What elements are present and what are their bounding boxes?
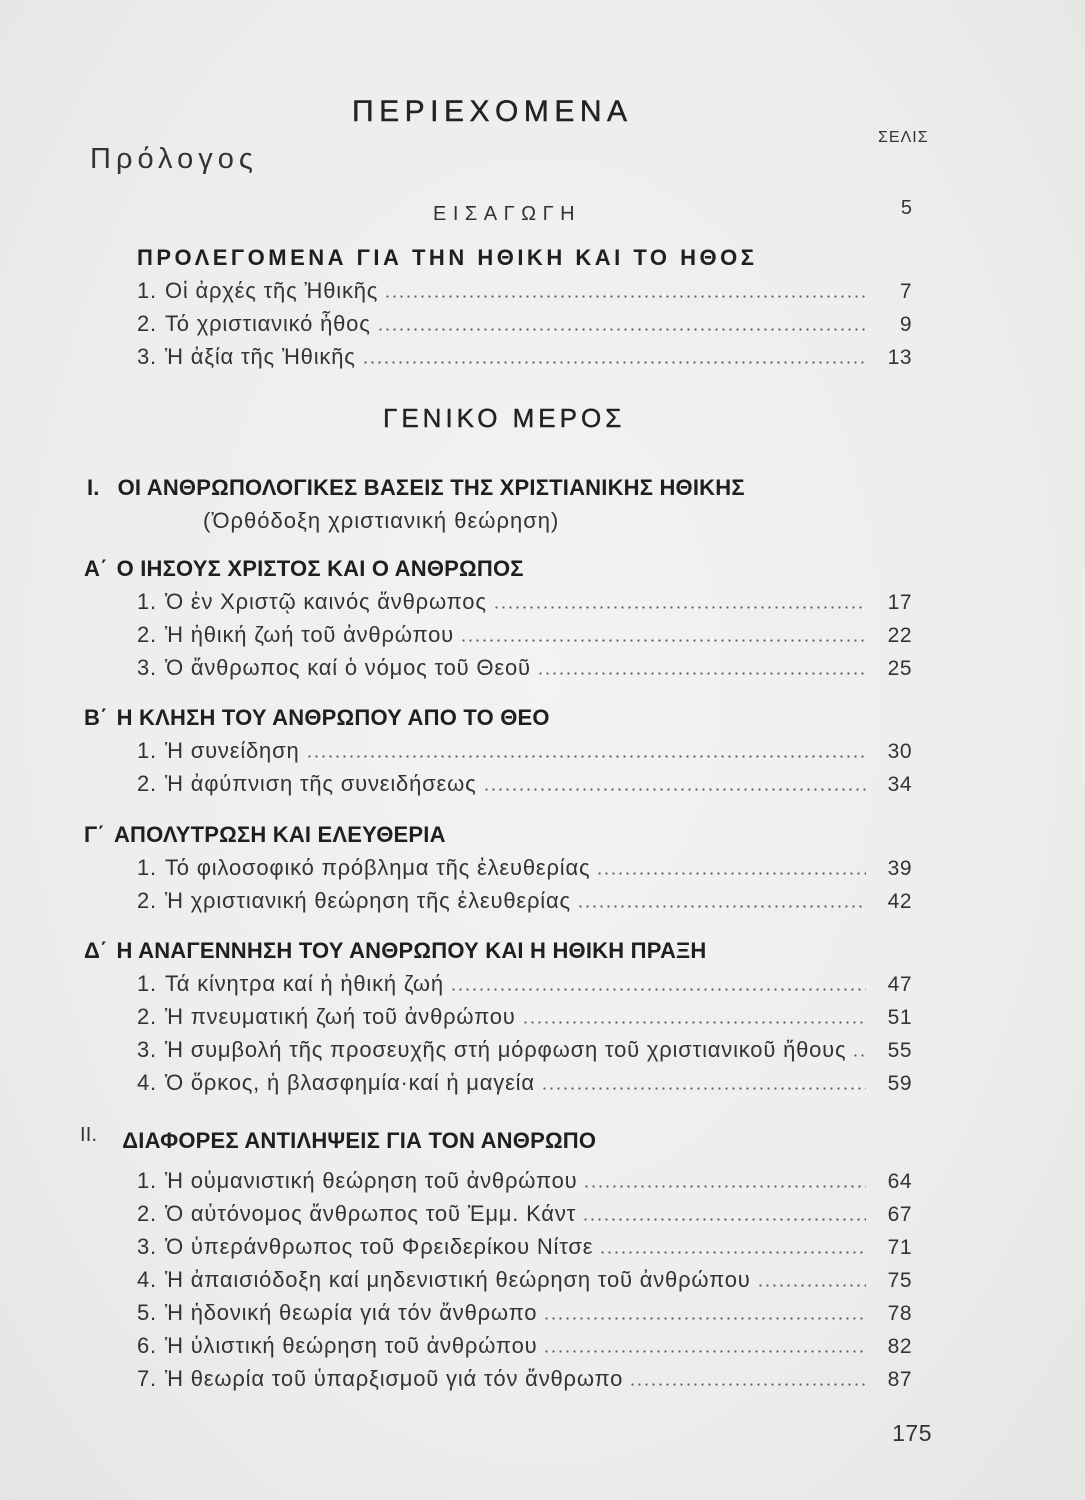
entry-page-number: 87 — [887, 1368, 912, 1391]
dot-leader — [759, 1284, 866, 1287]
chapter-label: Γ΄ — [84, 822, 105, 847]
dot-leader — [543, 1087, 866, 1090]
entry-title: Ὁ ἄνθρωπος καί ὁ νόμος τοῦ Θεοῦ — [164, 655, 531, 680]
dot-leader — [386, 295, 866, 298]
entry-number: 4. — [137, 1267, 157, 1292]
dot-leader — [485, 788, 866, 791]
dot-leader — [495, 606, 866, 609]
entry-title: Ὁ αὐτόνομος ἄνθρωπος τοῦ Ἐμμ. Κάντ — [164, 1201, 577, 1226]
entry-title: Ὁ ὑπεράνθρωπος τοῦ Φρειδερίκου Νίτσε — [164, 1234, 594, 1259]
dot-leader — [379, 328, 866, 331]
section-heading: ΠΡΟΛΕΓΟΜΕΝΑ ΓΙΑ ΤΗΝ ΗΘΙΚΗ ΚΑΙ ΤΟ ΗΘΟΣ — [137, 245, 758, 270]
prologue-heading: Πρόλογος — [90, 143, 258, 175]
dot-leader — [308, 755, 866, 758]
entry-number: 1. — [137, 278, 157, 303]
toc-entry — [137, 1362, 912, 1395]
part-two-section — [0, 1124, 1085, 1395]
entry-title: Ἡ ἡδονική θεωρία γιά τόν ἄνθρωπο — [164, 1300, 538, 1325]
entry-title: Ἡ ἀφύπνιση τῆς συνειδήσεως — [164, 771, 477, 796]
entry-number: 3. — [137, 344, 157, 369]
part-number: II. — [80, 1124, 98, 1146]
chapter-heading-text: Η ΑΝΑΓΕΝΝΗΣΗ ΤΟΥ ΑΝΘΡΩΠΟΥ ΚΑΙ Η ΗΘΙΚΗ ΠΡΑΞΗ — [116, 938, 707, 963]
toc-entry — [137, 967, 912, 1000]
entry-page-number: 34 — [887, 773, 912, 796]
entry-title: Ἡ ἀξία τῆς Ἠθικῆς — [164, 344, 356, 369]
entry-page-number: 78 — [887, 1302, 912, 1325]
entry-list — [0, 274, 1085, 373]
entry-number: 1. — [137, 1168, 157, 1193]
entry-list — [0, 734, 1085, 800]
dot-leader — [631, 1383, 866, 1386]
entry-title: Ὁ ἐν Χριστῷ καινός ἄνθρωπος — [164, 589, 487, 614]
chapter-section — [0, 552, 1085, 684]
entry-page-number: 59 — [887, 1072, 912, 1095]
entry-page-number: 7 — [899, 280, 912, 303]
entry-title: Τό χριστιανικό ἦθος — [164, 311, 371, 336]
chapter-heading-text: ΑΠΟΛΥΤΡΩΣΗ ΚΑΙ ΕΛΕΥΘΕΡΙΑ — [113, 822, 446, 847]
entry-number: 2. — [137, 311, 157, 336]
toc-entry — [137, 585, 912, 618]
dot-leader — [584, 1218, 866, 1221]
entry-title: Ὁ ὅρκος, ἡ βλασφημία·καί ἡ μαγεία — [164, 1070, 535, 1095]
dot-leader — [579, 905, 866, 908]
entry-title: Οἱ ἀρχές τῆς Ἠθικῆς — [164, 278, 379, 303]
toc-entry — [137, 851, 912, 884]
dot-leader — [598, 872, 866, 875]
part-heading-text: ΟΙ ΑΝΘΡΩΠΟΛΟΓΙΚΕΣ ΒΑΣΕΙΣ ΤΗΣ ΧΡΙΣΤΙΑΝΙΚΗΣ ΗΘΙΚΗΣ — [117, 475, 745, 500]
entry-number: 2. — [137, 1004, 157, 1029]
dot-leader — [545, 1350, 866, 1353]
entry-number: 3. — [137, 655, 157, 680]
entry-number: 1. — [137, 589, 157, 614]
introduction-section — [0, 241, 1085, 373]
toc-entry — [137, 1164, 912, 1197]
dot-leader — [539, 672, 866, 675]
entry-title: Ἡ ἠθική ζωή τοῦ ἀνθρώπου — [164, 622, 454, 647]
entry-number: 6. — [137, 1333, 157, 1358]
part-heading — [0, 471, 1085, 504]
entry-page-number: 25 — [887, 657, 912, 680]
entry-number: 1. — [137, 971, 157, 996]
chapter-label: Β΄ — [84, 705, 108, 730]
entry-number: 2. — [137, 888, 157, 913]
entry-page-number: 39 — [887, 857, 912, 880]
entry-number: 4. — [137, 1070, 157, 1095]
chapter-section — [0, 934, 1085, 1099]
entry-number: 2. — [137, 1201, 157, 1226]
part-heading — [0, 1124, 1085, 1157]
chapter-heading-text: Η ΚΛΗΣΗ ΤΟΥ ΑΝΘΡΩΠΟΥ ΑΠΟ ΤΟ ΘΕΟ — [116, 705, 550, 730]
dot-leader — [601, 1251, 866, 1254]
toc-entry — [137, 618, 912, 651]
toc-entry — [137, 1197, 912, 1230]
chapter-heading — [0, 701, 1085, 734]
entry-page-number: 47 — [887, 973, 912, 996]
part-subtitle: (Ὀρθόδοξη χριστιανική θεώρηση) — [203, 508, 560, 533]
toc-entry — [137, 1329, 912, 1362]
entry-list — [0, 1164, 1085, 1395]
entry-page-number: 64 — [887, 1170, 912, 1193]
toc-entry — [137, 1000, 912, 1033]
toc-entry — [137, 274, 912, 307]
entry-title: Ἡ συμβολή τῆς προσευχῆς στή μόρφωση τοῦ χριστιανικοῦ ἤθους — [164, 1037, 847, 1062]
entry-number: 7. — [137, 1366, 157, 1391]
toc-entry — [137, 1263, 912, 1296]
toc-entry — [137, 767, 912, 800]
entry-page-number: 71 — [887, 1236, 912, 1259]
chapter-section — [0, 701, 1085, 800]
entry-title: Ἡ πνευματική ζωή τοῦ ἀνθρώπου — [164, 1004, 516, 1029]
introduction-title: ΕΙΣΑΓΩΓΗ — [433, 203, 582, 225]
entry-title: Τό φιλοσοφικό πρόβλημα τῆς ἐλευθερίας — [164, 855, 591, 880]
entry-page-number: 13 — [887, 346, 912, 369]
entry-title: Ἡ χριστιανική θεώρηση τῆς ἐλευθερίας — [164, 888, 571, 913]
entry-number: 5. — [137, 1300, 157, 1325]
dot-leader — [364, 361, 866, 364]
toc-entry — [137, 1066, 912, 1099]
page-column-label: ΣΕΛΙΣ — [878, 129, 929, 146]
dot-leader — [462, 639, 866, 642]
entry-page-number: 42 — [887, 890, 912, 913]
toc-entry — [137, 1033, 912, 1066]
entry-page-number: 17 — [887, 591, 912, 614]
entry-page-number: 51 — [887, 1006, 912, 1029]
entry-page-number: 9 — [899, 313, 912, 336]
entry-page-number: 67 — [887, 1203, 912, 1226]
dot-leader — [452, 988, 866, 991]
part-number: I. — [87, 475, 100, 500]
dot-leader — [854, 1054, 866, 1057]
entry-list — [0, 967, 1085, 1099]
entry-list — [0, 585, 1085, 684]
chapter-heading — [0, 552, 1085, 585]
dot-leader — [524, 1021, 866, 1024]
toc-entry — [137, 340, 912, 373]
entry-number: 1. — [137, 738, 157, 763]
chapter-label: Α΄ — [84, 556, 108, 581]
entry-title: Ἡ οὑμανιστική θεώρηση τοῦ ἀνθρώπου — [164, 1168, 578, 1193]
entry-page-number: 82 — [887, 1335, 912, 1358]
entry-number: 3. — [137, 1234, 157, 1259]
entry-page-number: 30 — [887, 740, 912, 763]
page-title: ΠΕΡΙΕΧΟΜΕΝΑ — [352, 95, 633, 128]
toc-entry — [137, 884, 912, 917]
introduction-page-number: 5 — [900, 197, 912, 219]
chapter-heading — [0, 934, 1085, 967]
entry-number: 3. — [137, 1037, 157, 1062]
entry-page-number: 55 — [887, 1039, 912, 1062]
entry-list — [0, 851, 1085, 917]
entry-title: Ἡ θεωρία τοῦ ὑπαρξισμοῦ γιά τόν ἄνθρωπο — [164, 1366, 624, 1391]
chapter-heading — [0, 818, 1085, 851]
toc-entry — [137, 1230, 912, 1263]
entry-title: Ἡ συνείδηση — [164, 738, 300, 763]
entry-title: Ἡ ἀπαισιόδοξη καί μηδενιστική θεώρηση τοῦ ἀνθρώπου — [164, 1267, 751, 1292]
toc-entry — [137, 651, 912, 684]
page-number: 175 — [892, 1420, 932, 1446]
entry-number: 1. — [137, 855, 157, 880]
dot-leader — [585, 1185, 866, 1188]
entry-title: Τά κίνητρα καί ἡ ἠθική ζωή — [164, 971, 444, 996]
dot-leader — [545, 1317, 866, 1320]
part-heading-text: ΔΙΑΦΟΡΕΣ ΑΝΤΙΛΗΨΕΙΣ ΓΙΑ ΤΟΝ ΑΝΘΡΩΠΟ — [122, 1128, 597, 1153]
chapter-heading-text: Ο ΙΗΣΟΥΣ ΧΡΙΣΤΟΣ ΚΑΙ Ο ΑΝΘΡΩΠΟΣ — [116, 556, 524, 581]
general-part-title: ΓΕΝΙΚΟ ΜΕΡΟΣ — [383, 403, 626, 433]
entry-page-number: 22 — [887, 624, 912, 647]
toc-entry — [137, 307, 912, 340]
toc-entry — [137, 734, 912, 767]
toc-entry — [137, 1296, 912, 1329]
entry-page-number: 75 — [887, 1269, 912, 1292]
chapter-label: Δ΄ — [84, 938, 108, 963]
part-one-section — [0, 471, 1085, 537]
chapter-section — [0, 818, 1085, 917]
entry-number: 2. — [137, 771, 157, 796]
entry-number: 2. — [137, 622, 157, 647]
entry-title: Ἡ ὑλιστική θεώρηση τοῦ ἀνθρώπου — [164, 1333, 538, 1358]
